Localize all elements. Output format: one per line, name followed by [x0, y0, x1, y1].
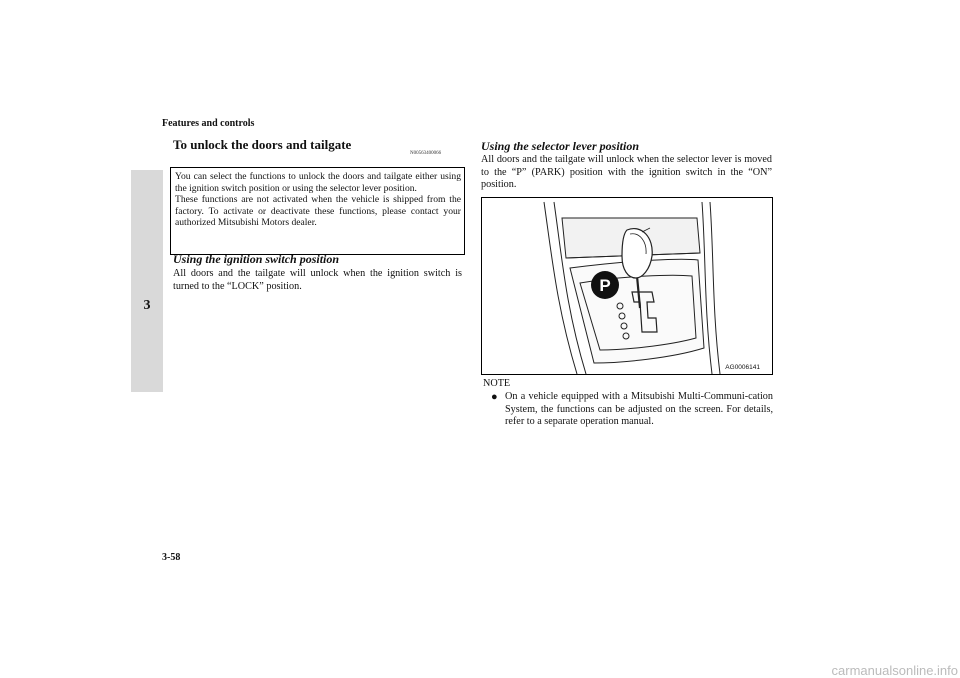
chapter-number: 3 — [143, 298, 151, 313]
bullet-icon: ● — [491, 391, 498, 403]
section-header: Features and controls — [162, 118, 255, 129]
note-item — [491, 391, 773, 429]
page-number: 3-58 — [162, 552, 181, 563]
watermark: carmanualsonline.info — [831, 663, 958, 678]
selector-lever-drawing — [482, 198, 772, 374]
selector-heading: Using the selector lever position — [481, 139, 639, 153]
info-box — [170, 167, 465, 255]
figure-label: AG0006141 — [725, 364, 760, 371]
selector-lever-illustration — [481, 197, 773, 375]
info-box-paragraph-2: These functions are not activated when the vehicle is shipped from the factory. To activate or deactivate these functions, please contact your authorized Mitsubishi Motors dealer. — [175, 194, 461, 229]
note-text: On a vehicle equipped with a Mitsubishi Multi-Communi-cation System, the functions can be adjusted on the screen. For details, refer to a separate operation manual. — [505, 391, 773, 427]
document-code: N00563400066 — [410, 151, 442, 156]
page-title: To unlock the doors and tailgate — [173, 137, 352, 152]
ignition-text: All doors and the tailgate will unlock when the ignition switch is turned to the “LOCK” position. — [173, 268, 462, 292]
ignition-heading: Using the ignition switch position — [173, 252, 340, 266]
note-label: NOTE — [483, 378, 511, 389]
chapter-tab — [131, 170, 163, 392]
selector-text: All doors and the tailgate will unlock when the selector lever is moved to the “P” (PARK) position with the ignition switch in the “ON” position. — [481, 154, 772, 190]
info-box-paragraph-1: You can select the functions to unlock the doors and tailgate either using the ignition switch position or using the selector lever position. — [175, 171, 461, 194]
park-badge-letter: P — [599, 276, 611, 295]
